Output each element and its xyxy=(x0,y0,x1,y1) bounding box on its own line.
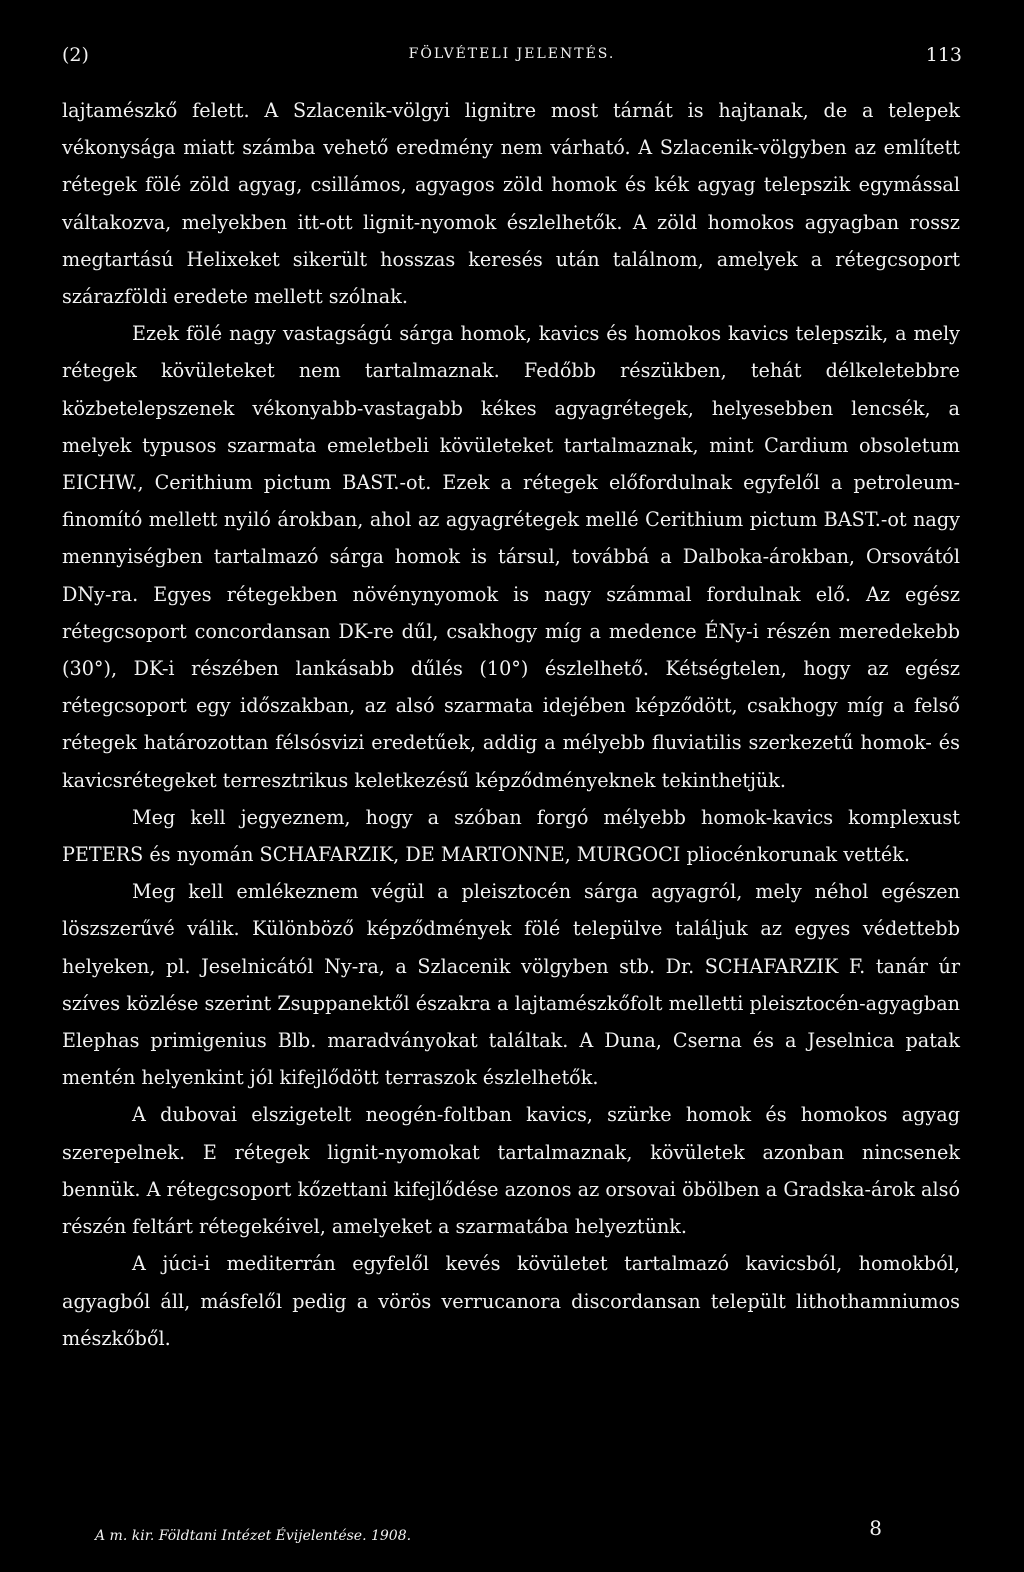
journal-citation: A m. kir. Földtani Intézet Évijelentése. 1908. xyxy=(95,1528,412,1544)
paragraph-2: Ezek fölé nagy vastagságú sárga homok, kavics és homokos kavics telepszik, a mely rétegek kövületeket nem tartalmaznak. Fedőbb részükben, tehát délkeletebbre közbetelepszenek vékonyabb-vastagabb kékes agyagrétegek, helyesebben lencsék, a melyek typusos szarmata emeletbeli kövületeket tartalmaznak, mint Cardium obsoletum EICHW., Cerithium pictum BAST.-ot. Ezek a rétegek előfordulnak egyfelől a petroleum-finomító mellett nyiló árokban, ahol az agyagrétegek mellé Cerithium pictum BAST.-ot nagy mennyiségben tartalmazó sárga homok is társul, továbbá a Dalboka-árokban, Orsovától DNy-ra. Egyes rétegekben növénynyomok is nagy számmal fordulnak elő. Az egész rétegcsoport concordansan DK-re dűl, csakhogy míg a medence ÉNy-i részén meredekebb (30°), DK-i részében lankásabb dűlés (10°) észlelhető. Kétségtelen, hogy az egész rétegcsoport egy időszakban, az alsó szarmata idejében képződött, csakhogy míg a felső rétegek határozottan félsósvizi eredetűek, addig a mélyebb fluviatilis szerkezetű homok- és kavicsrétegeket terresztrikus keletkezésű képződményeknek tekinthetjük. xyxy=(62,322,960,792)
signature-mark: 8 xyxy=(869,1516,882,1540)
section-number: (2) xyxy=(62,44,89,66)
paragraph-1: lajtamészkő felett. A Szlacenik-völgyi lignitre most tárnát is hajtanak, de a telepek vékonysága miatt számba vehető eredmény nem várható. A Szlacenik-völgyben az említett rétegek fölé zöld agyag, csillámos, agyagos zöld homok és kék agyag telepszik egymással váltakozva, melyekben itt-ott lignit-nyomok észlelhetők. A zöld homokos agyagban rossz megtartású Helixeket sikerült hosszas keresés után találnom, amelyek a rétegcsoport szárazföldi eredete mellett szólnak. xyxy=(62,99,960,309)
page-header xyxy=(62,40,962,74)
page-footer xyxy=(95,1516,962,1558)
paragraph-4: Meg kell emlékeznem végül a pleisztocén sárga agyagról, mely néhol egészen löszszerűvé válik. Különböző képződmények fölé települve találjuk az egyes védettebb helyeken, pl. Jeselnicától Ny-ra, a Szlacenik völgyben stb. Dr. SCHAFARZIK F. tanár úr szíves közlése szerint Zsuppanektől északra a lajtamészkőfolt melletti pleisztocén-agyagban Elephas primigenius Blb. maradványokat találtak. A Duna, Cserna és a Jeselnica patak mentén helyenkint jól kifejlődött terraszok észlelhetők. xyxy=(62,880,960,1090)
page-number: 113 xyxy=(925,44,962,66)
paragraph-6: A júci-i mediterrán egyfelől kevés kövületet tartalmazó kavicsból, homokból, agyagból áll, másfelől pedig a vörös verrucanora discordansan települt lithothamniumos mészkőből. xyxy=(62,1252,960,1350)
paragraph-3: Meg kell jegyeznem, hogy a szóban forgó mélyebb homok-kavics komplexust PETERS és nyomán SCHAFARZIK, DE MARTONNE, MURGOCI pliocénkorunak vették. xyxy=(62,805,960,867)
page-body xyxy=(62,92,960,1357)
paragraph-5: A dubovai elszigetelt neogén-foltban kavics, szürke homok és homokos agyag szerepelnek. E rétegek lignit-nyomokat tartalmaznak, kövületek azonban nincsenek bennük. A rétegcsoport kőzettani kifejlődése azonos az orsovai öbölben a Gradska-árok alsó részén feltárt rétegekéivel, amelyeket a szarmatába helyeztünk. xyxy=(62,1103,960,1239)
running-title: FÖLVÉTELI JELENTÉS. xyxy=(408,46,616,62)
